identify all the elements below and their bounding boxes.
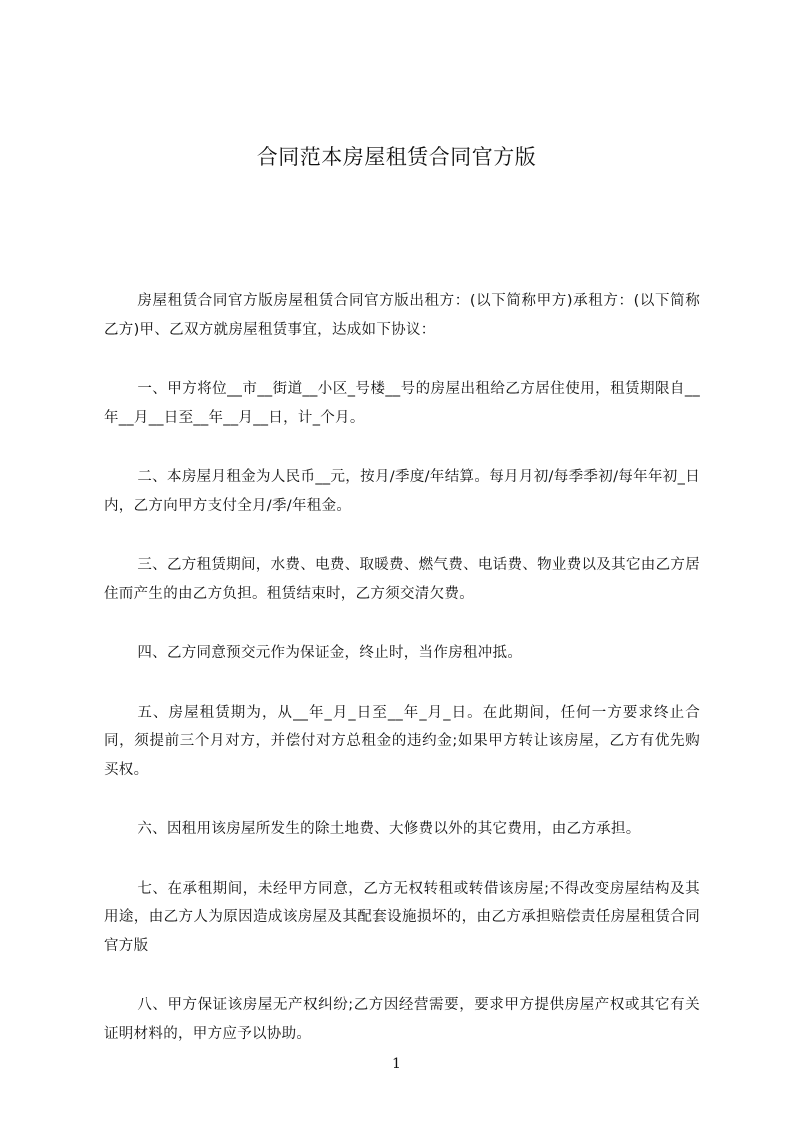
paragraph-intro: 房屋租赁合同官方版房屋租赁合同官方版出租方：(以下简称甲方)承租方：(以下简称乙方)甲、乙双方就房屋租赁事宜，达成如下协议：	[104, 293, 700, 338]
document-body	[104, 287, 700, 1077]
paragraph-clause-7: 七、在承租期间，未经甲方同意，乙方无权转租或转借该房屋;不得改变房屋结构及其用途，由乙方人为原因造成该房屋及其配套设施损坏的，由乙方承担赔偿责任房屋租赁合同官方版	[104, 880, 700, 954]
paragraph-clause-1: 一、甲方将位__市__街道__小区_号楼__号的房屋出租给乙方居住使用，租赁期限自__年__月__日至__年__月__日，计_个月。	[104, 381, 700, 426]
document-title: 合同范本房屋租赁合同官方版	[256, 145, 537, 169]
paragraph-clause-2: 二、本房屋月租金为人民币__元，按月/季度/年结算。每月月初/每季季初/每年年初_日内，乙方向甲方支付全月/季/年租金。	[104, 469, 700, 514]
paragraph-clause-3: 三、乙方租赁期间，水费、电费、取暖费、燃气费、电话费、物业费以及其它由乙方居住而产生的由乙方负担。租赁结束时，乙方须交清欠费。	[104, 557, 700, 602]
paragraph-clause-5: 五、房屋租赁期为，从__年_月_日至__年_月_日。在此期间，任何一方要求终止合同，须提前三个月对方，并偿付对方总租金的违约金;如果甲方转让该房屋，乙方有优先购买权。	[104, 704, 700, 778]
paragraph-clause-6: 六、因租用该房屋所发生的除土地费、大修费以外的其它费用，由乙方承担。	[137, 821, 641, 837]
page-number: 1	[392, 1056, 401, 1072]
paragraph-clause-8: 八、甲方保证该房屋无产权纠纷;乙方因经营需要，要求甲方提供房屋产权或其它有关证明材料的，甲方应予以协助。	[104, 997, 700, 1042]
paragraph-clause-4: 四、乙方同意预交元作为保证金，终止时，当作房租冲抵。	[137, 645, 523, 661]
